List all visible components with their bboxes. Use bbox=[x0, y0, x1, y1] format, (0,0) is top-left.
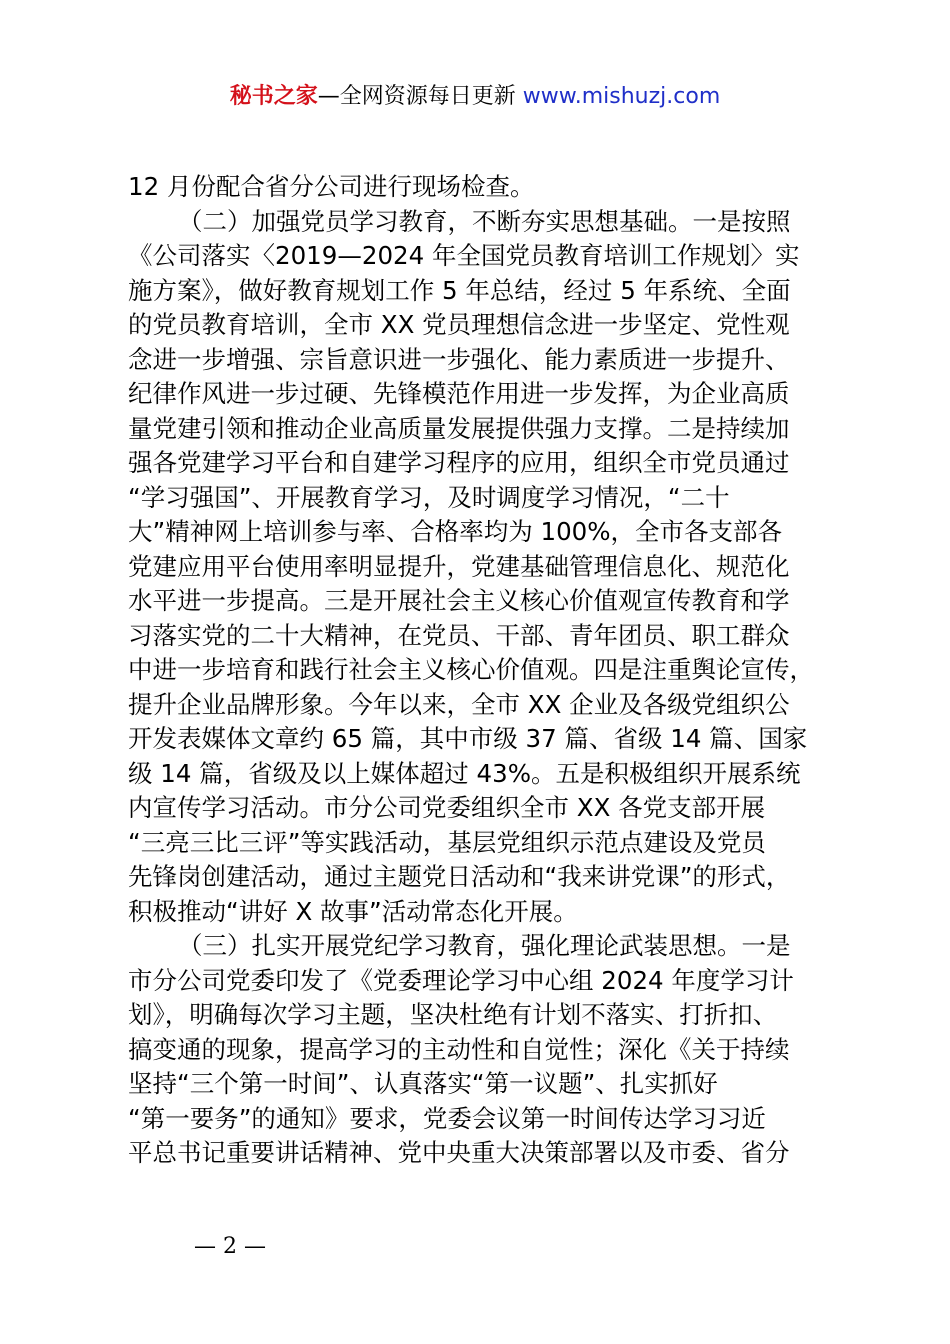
text-line: 水平进一步提高。三是开展社会主义核心价值观宣传教育和学 bbox=[128, 586, 790, 615]
text-line: “三亮三比三评”等实践活动，基层党组织示范点建设及党员 bbox=[128, 827, 766, 857]
text-line: 中进一步培育和践行社会主义核心价值观。四是注重舆论宣传， bbox=[128, 655, 814, 684]
text-line: 强各党建学习平台和自建学习程序的应用，组织全市党员通过 bbox=[128, 448, 790, 477]
site-tagline: —全网资源每日更新 bbox=[317, 84, 523, 109]
text-line: 开发表媒体文章约 65 篇，其中市级 37 篇、省级 14 篇、国家 bbox=[128, 724, 808, 753]
text-line: 坚持“三个第一时间”、认真落实“第一议题”、扎实抓好 bbox=[128, 1069, 718, 1098]
text-line: 施方案》，做好教育规划工作 5 年总结，经过 5 年系统、全面 bbox=[128, 275, 791, 305]
text-line: 纪律作风进一步过硬、先锋模范作用进一步发挥，为企业高质 bbox=[128, 379, 790, 408]
text-line: “第一要务”的通知》要求，党委会议第一时间传达学习习近 bbox=[128, 1103, 766, 1133]
text-line: 平总书记重要讲话精神、党中央重大决策部署以及市委、省分 bbox=[128, 1138, 790, 1167]
text-line: （二）加强党员学习教育，不断夯实思想基础。一是按照 bbox=[178, 206, 791, 236]
text-line: 量党建引领和推动企业高质量发展提供强力支撑。二是持续加 bbox=[128, 413, 790, 443]
site-url-link[interactable]: www.mishuzj.com bbox=[522, 84, 721, 109]
text-line: 内宣传学习活动。市分公司党委组织全市 XX 各党支部开展 bbox=[128, 793, 766, 822]
document-body bbox=[128, 170, 828, 1171]
text-line: 大”精神网上培训参与率、合格率均为 100%，全市各支部各 bbox=[128, 517, 783, 546]
text-line: 念进一步增强、宗旨意识进一步强化、能力素质进一步提升、 bbox=[128, 344, 790, 374]
text-line: 级 14 篇，省级及以上媒体超过 43%。五是积极组织开展系统 bbox=[128, 758, 801, 788]
site-brand-name: 秘书之家 bbox=[229, 84, 318, 109]
page-number: — 2 — bbox=[194, 1234, 266, 1259]
text-line: 党建应用平台使用率明显提升，党建基础管理信息化、规范化 bbox=[128, 551, 790, 581]
text-line: 积极推动“讲好 X 故事”活动常态化开展。 bbox=[128, 896, 578, 926]
text-line: 市分公司党委印发了《党委理论学习中心组 2024 年度学习计 bbox=[128, 965, 794, 995]
text-line: 的党员教育培训，全市 XX 党员理想信念进一步坚定、党性观 bbox=[128, 310, 790, 339]
text-line: “学习强国”、开展教育学习，及时调度学习情况，“二十 bbox=[128, 482, 730, 512]
text-line: （三）扎实开展党纪学习教育，强化理论武装思想。一是 bbox=[178, 931, 791, 960]
text-line: 搞变通的现象，提高学习的主动性和自觉性；深化《关于持续 bbox=[128, 1034, 790, 1064]
text-line: 12 月份配合省分公司进行现场检查。 bbox=[128, 172, 535, 201]
site-banner bbox=[0, 82, 950, 112]
text-line: 习落实党的二十大精神，在党员、干部、青年团员、职工群众 bbox=[128, 620, 790, 650]
text-line: 《公司落实〈2019—2024 年全国党员教育培训工作规划〉实 bbox=[128, 241, 800, 270]
text-line: 提升企业品牌形象。今年以来，全市 XX 企业及各级党组织公 bbox=[128, 689, 790, 719]
text-line: 先锋岗创建活动，通过主题党日活动和“我来讲党课”的形式， bbox=[128, 862, 791, 891]
text-line: 划》，明确每次学习主题，坚决杜绝有计划不落实、打折扣、 bbox=[128, 1000, 778, 1029]
